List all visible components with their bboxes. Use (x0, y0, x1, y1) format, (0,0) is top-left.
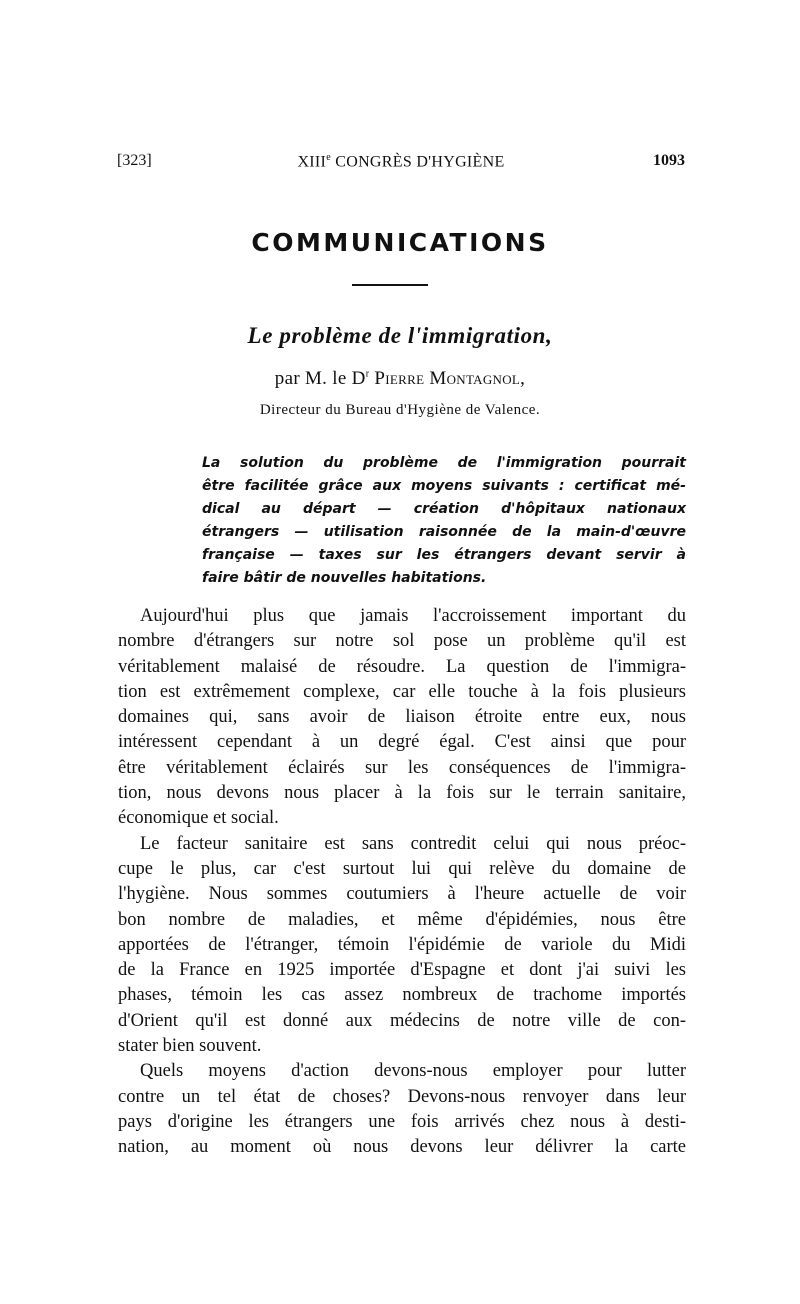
body-line: apportées de l'étranger, témoin l'épidémie de variole du Midi (118, 934, 686, 955)
body-line: Quels moyens d'action devons-nous employer pour lutter (140, 1061, 686, 1082)
running-head-title-rest: CONGRÈS D'HYGIÈNE (330, 153, 505, 171)
running-head-title (117, 152, 685, 171)
body-line: cupe le plus, car c'est surtout lui qui relève du domaine de (118, 858, 686, 879)
body-line: Le facteur sanitaire est sans contredit celui qui nous préoc- (140, 833, 686, 854)
body-line: tion est extrêmement complexe, car elle touche à la fois plusieurs (118, 681, 686, 702)
abstract-line: dical au départ — création d'hôpitaux nationaux (202, 501, 686, 517)
byline-dr-sup: r (365, 368, 370, 380)
body-line: nombre d'étrangers sur notre sol pose un problème qu'il est (118, 631, 686, 652)
body-line: bon nombre de maladies, et même d'épidémies, nous être (118, 909, 686, 930)
author-affiliation: Directeur du Bureau d'Hygiène de Valence. (259, 402, 541, 418)
running-head-title-sup: e (326, 152, 331, 163)
abstract-line: étrangers — utilisation raisonnée de la main-d'œuvre (202, 524, 686, 540)
byline-author: Pierre Montagnol, (374, 368, 526, 389)
running-head-bracket-number: [323] (117, 152, 152, 169)
body-line: stater bien souvent. (118, 1036, 262, 1057)
section-title: COMMUNICATIONS (251, 228, 549, 257)
body-line: l'hygiène. Nous sommes coutumiers à l'heure actuelle de voir (118, 884, 686, 905)
byline-dr: D (351, 368, 366, 389)
body-line: nation, au moment où nous devons leur délivrer la carte (118, 1137, 686, 1158)
body-line: intéressent cependant à un degré égal. C'est ainsi que pour (118, 732, 686, 753)
body-line: domaines qui, sans avoir de liaison étroite entre eux, nous (118, 707, 686, 728)
abstract-line: La solution du problème de l'immigration pourrait (202, 455, 686, 471)
body-line: pays d'origine les étrangers une fois arrivés chez nous à desti- (118, 1111, 686, 1132)
body-line: phases, témoin les cas assez nombreux de trachome importés (118, 985, 686, 1006)
body-line: tion, nous devons nous placer à la fois sur le terrain sanitaire, (118, 783, 686, 804)
body-line: contre un tel état de choses? Devons-nous renvoyer dans leur (118, 1086, 686, 1107)
body-line: être véritablement éclairés sur les conséquences de l'immigra- (118, 757, 686, 778)
byline-prefix: par M. le (274, 368, 347, 389)
title-divider (352, 284, 428, 286)
abstract-line: française — taxes sur les étrangers devant servir à (202, 547, 686, 563)
body-line: d'Orient qu'il est donné aux médecins de notre ville de con- (118, 1010, 686, 1031)
body-text (118, 604, 686, 1161)
running-head (117, 152, 685, 174)
body-line: de la France en 1925 importée d'Espagne et dont j'ai suivi les (118, 960, 686, 981)
body-line: véritablement malaisé de résoudre. La question de l'immigra- (118, 656, 686, 677)
byline (0, 368, 800, 390)
page-number: 1093 (653, 152, 685, 169)
abstract-line: être facilitée grâce aux moyens suivants : certificat mé- (202, 478, 686, 494)
abstract-line: faire bâtir de nouvelles habitations. (202, 570, 487, 586)
abstract (202, 452, 686, 590)
running-head-title-prefix: XIII (297, 153, 327, 171)
article-title: Le problème de l'immigration, (247, 323, 553, 348)
body-line: Aujourd'hui plus que jamais l'accroissement important du (140, 606, 686, 626)
body-line: économique et social. (118, 808, 279, 829)
